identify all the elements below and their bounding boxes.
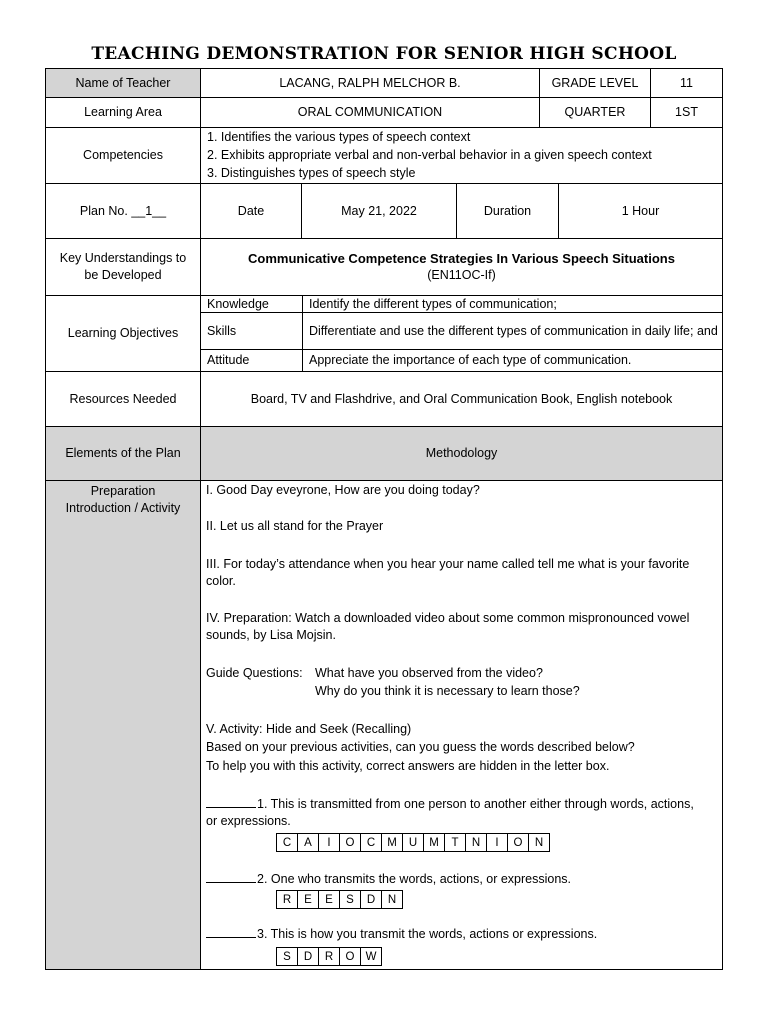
preparation-label xyxy=(45,480,201,970)
teacher-label: Name of Teacher xyxy=(45,68,201,98)
duration-value: 1 Hour xyxy=(558,183,723,239)
objective-text-attitude: Appreciate the importance of each type of communication. xyxy=(302,349,723,372)
letter-cell: O xyxy=(339,947,361,966)
resources-label: Resources Needed xyxy=(45,371,201,427)
letter-cell: W xyxy=(360,947,382,966)
teacher-value: LACANG, RALPH MELCHOR B. xyxy=(200,68,540,98)
objective-type-attitude: Attitude xyxy=(200,349,303,372)
letter-cell: D xyxy=(297,947,319,966)
area-value: ORAL COMMUNICATION xyxy=(200,97,540,128)
objective-type-knowledge: Knowledge xyxy=(200,295,303,313)
document-title: TEACHING DEMONSTRATION FOR SENIOR HIGH SCHOOL xyxy=(91,44,677,64)
duration-label: Duration xyxy=(456,183,559,239)
letter-cell: S xyxy=(339,890,361,909)
guide-questions-label: Guide Questions: xyxy=(206,666,303,680)
elements-label: Elements of the Plan xyxy=(45,426,201,481)
quarter-label: QUARTER xyxy=(539,97,651,128)
grade-label: GRADE LEVEL xyxy=(539,68,651,98)
competencies-list xyxy=(200,127,723,184)
question-3: 3. This is how you transmit the words, actions or expressions. xyxy=(206,926,716,943)
objective-text-knowledge: Identify the different types of communication; xyxy=(302,295,723,313)
area-label: Learning Area xyxy=(45,97,201,128)
competency-1: 1. Identifies the various types of speech context xyxy=(207,130,471,144)
date-label: Date xyxy=(200,183,302,239)
competency-3: 3. Distinguishes types of speech style xyxy=(207,166,416,180)
preparation-label-line1: Preparation xyxy=(90,484,156,498)
question-2: 2. One who transmits the words, actions, or expressions. xyxy=(206,871,716,888)
letter-cell: T xyxy=(444,833,466,852)
letter-cell: R xyxy=(276,890,298,909)
preparation-line-2: sounds, by Lisa Mojsin. xyxy=(206,628,336,642)
question-1: 1. This is transmitted from one person to another either through words, actions, xyxy=(206,796,716,813)
letter-cell: O xyxy=(507,833,529,852)
letter-cell: A xyxy=(297,833,319,852)
objective-type-skills: Skills xyxy=(200,312,303,350)
letter-cell: M xyxy=(423,833,445,852)
guide-question-1: What have you observed from the video? xyxy=(315,666,543,680)
letter-cell: U xyxy=(402,833,424,852)
letter-box-1 xyxy=(276,833,550,853)
key-understandings-code: (EN11OC-If) xyxy=(427,268,496,282)
question-1-cont: or expressions. xyxy=(206,814,291,828)
competencies-label: Competencies xyxy=(45,127,201,184)
letter-cell: M xyxy=(381,833,403,852)
resources-value: Board, TV and Flashdrive, and Oral Communication Book, English notebook xyxy=(200,371,723,427)
competency-2: 2. Exhibits appropriate verbal and non-verbal behavior in a given speech context xyxy=(207,148,652,162)
key-understandings-label: Key Understandings to be Developed xyxy=(45,238,201,296)
letter-cell: E xyxy=(318,890,340,909)
activity-instruction-2: To help you with this activity, correct answers are hidden in the letter box. xyxy=(206,759,610,773)
quarter-value: 1ST xyxy=(650,97,723,128)
letter-box-3 xyxy=(276,947,382,967)
letter-cell: R xyxy=(318,947,340,966)
letter-cell: E xyxy=(297,890,319,909)
letter-cell: O xyxy=(339,833,361,852)
objective-text-skills: Differentiate and use the different types of communication in daily life; and xyxy=(302,312,723,350)
preparation-line-1: IV. Preparation: Watch a downloaded video about some common mispronounced vowel xyxy=(206,611,690,625)
plan-number: Plan No. __1__ xyxy=(45,183,201,239)
prayer-line: II. Let us all stand for the Prayer xyxy=(206,519,384,533)
activity-title: V. Activity: Hide and Seek (Recalling) xyxy=(206,722,412,736)
letter-cell: N xyxy=(465,833,487,852)
letter-box-2 xyxy=(276,890,403,910)
key-understandings-value xyxy=(200,238,723,296)
letter-cell: I xyxy=(486,833,508,852)
activity-instruction-1: Based on your previous activities, can you guess the words described below? xyxy=(206,740,635,754)
guide-question-2: Why do you think it is necessary to learn those? xyxy=(315,684,580,698)
attendance-line-2: color. xyxy=(206,574,236,588)
letter-cell: S xyxy=(276,947,298,966)
letter-cell: C xyxy=(276,833,298,852)
letter-cell: N xyxy=(381,890,403,909)
preparation-label-line2: Introduction / Activity xyxy=(65,501,181,515)
methodology-header: Methodology xyxy=(200,426,723,481)
answer-blank-2[interactable] xyxy=(206,872,256,883)
letter-cell: D xyxy=(360,890,382,909)
answer-blank-3[interactable] xyxy=(206,927,256,938)
date-value: May 21, 2022 xyxy=(301,183,457,239)
key-understandings-title: Communicative Competence Strategies In Various Speech Situations xyxy=(248,251,675,266)
answer-blank-1[interactable] xyxy=(206,797,256,808)
grade-value: 11 xyxy=(650,68,723,98)
greeting-line: I. Good Day eveyrone, How are you doing today? xyxy=(206,483,480,497)
objectives-label: Learning Objectives xyxy=(45,295,201,372)
letter-cell: N xyxy=(528,833,550,852)
letter-cell: I xyxy=(318,833,340,852)
letter-cell: C xyxy=(360,833,382,852)
attendance-line-1: III. For today’s attendance when you hear your name called tell me what is your favorite xyxy=(206,557,690,571)
